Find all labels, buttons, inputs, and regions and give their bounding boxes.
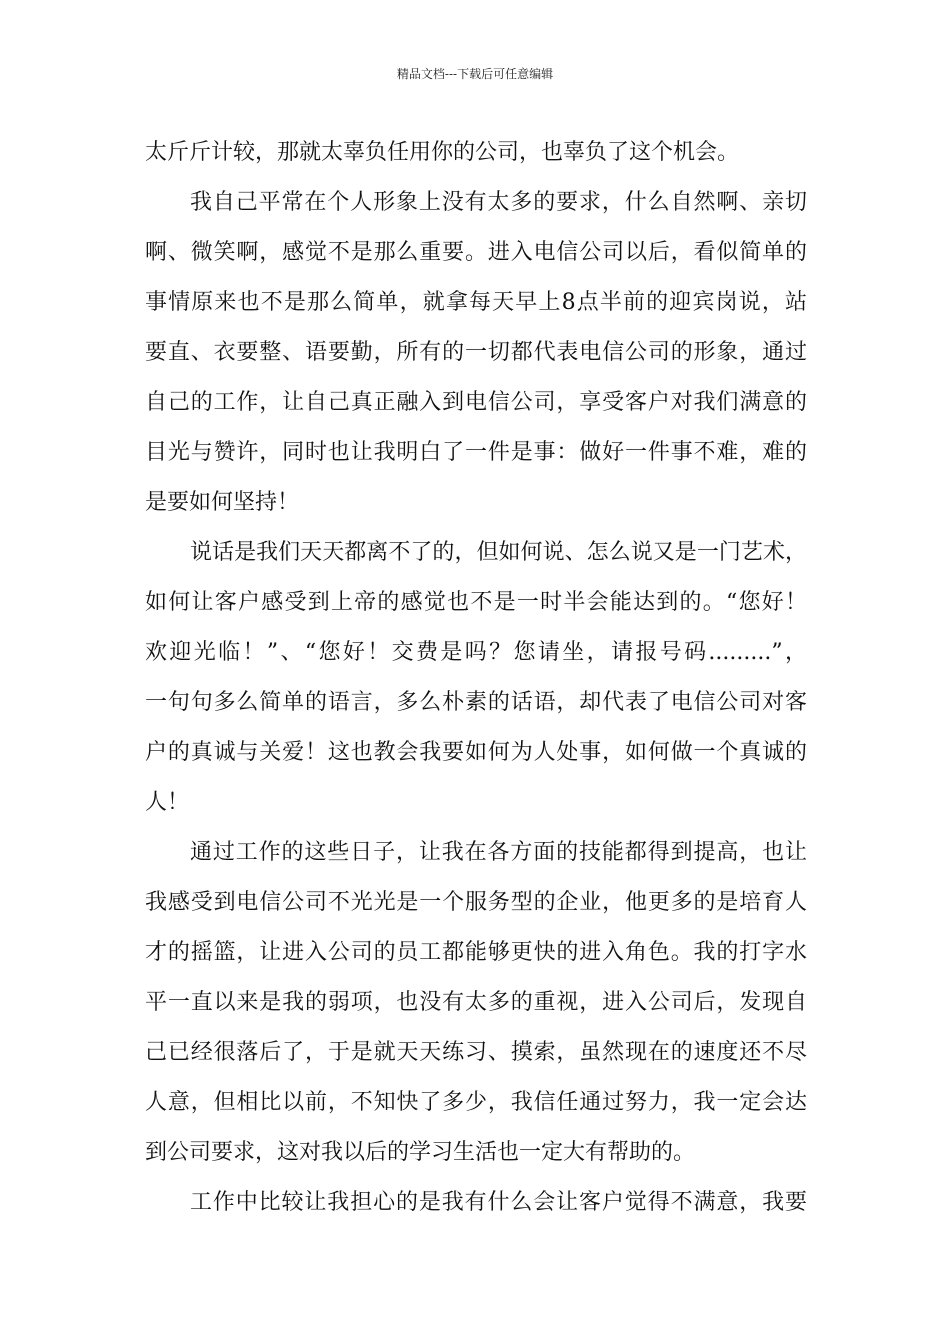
text-line: 人！ (145, 790, 190, 815)
text-line: 是要如何坚持！ (145, 490, 300, 515)
document-body (145, 128, 807, 1228)
paragraph-first-line: 工作中比较让我担心的是我有什么会让客户觉得不满意，我要 (190, 1190, 807, 1215)
page-header: 精品文档---下载后可任意编辑 (396, 67, 554, 81)
text-line: 人意，但相比以前，不知快了多少，我信任通过努力，我一定会达 (145, 1090, 807, 1115)
text-line: 事情原来也不是那么简单，就拿每天早上8点半前的迎宾岗说，站 (145, 290, 807, 315)
paragraph-first-line: 说话是我们天天都离不了的，但如何说、怎么说又是一门艺术， (190, 540, 807, 565)
text-line: 如何让客户感受到上帝的感觉也不是一时半会能达到的。“您好！ (145, 590, 807, 615)
text-line: 要直、衣要整、语要勤，所有的一切都代表电信公司的形象，通过 (145, 340, 807, 365)
text-line: 我感受到电信公司不光光是一个服务型的企业，他更多的是培育人 (145, 890, 807, 915)
text-line: 太斤斤计较，那就太辜负任用你的公司，也辜负了这个机会。 (145, 140, 740, 165)
text-line: 自己的工作，让自己真正融入到电信公司，享受客户对我们满意的 (145, 390, 807, 415)
text-line: 目光与赞许，同时也让我明白了一件是事：做好一件事不难，难的 (145, 440, 807, 465)
text-line: 到公司要求，这对我以后的学习生活也一定大有帮助的。 (145, 1140, 696, 1165)
paragraph-first-line: 通过工作的这些日子，让我在各方面的技能都得到提高，也让 (190, 840, 807, 865)
text-line: 平一直以来是我的弱项，也没有太多的重视，进入公司后，发现自 (145, 990, 807, 1015)
paragraph-first-line: 我自己平常在个人形象上没有太多的要求，什么自然啊、亲切 (190, 190, 807, 215)
text-line: 户的真诚与关爱！这也教会我要如何为人处事，如何做一个真诚的 (145, 740, 807, 765)
text-line: 己已经很落后了，于是就天天练习、摸索，虽然现在的速度还不尽 (145, 1040, 807, 1065)
text-line: 一句句多么简单的语言，多么朴素的话语，却代表了电信公司对客 (145, 690, 807, 715)
text-line: 才的摇篮，让进入公司的员工都能够更快的进入角色。我的打字水 (145, 940, 807, 965)
text-line: 啊、微笑啊，感觉不是那么重要。进入电信公司以后，看似简单的 (145, 240, 807, 265)
text-line: 欢迎光临！”、“您好！交费是吗？您请坐，请报号码.........”， (145, 640, 807, 665)
